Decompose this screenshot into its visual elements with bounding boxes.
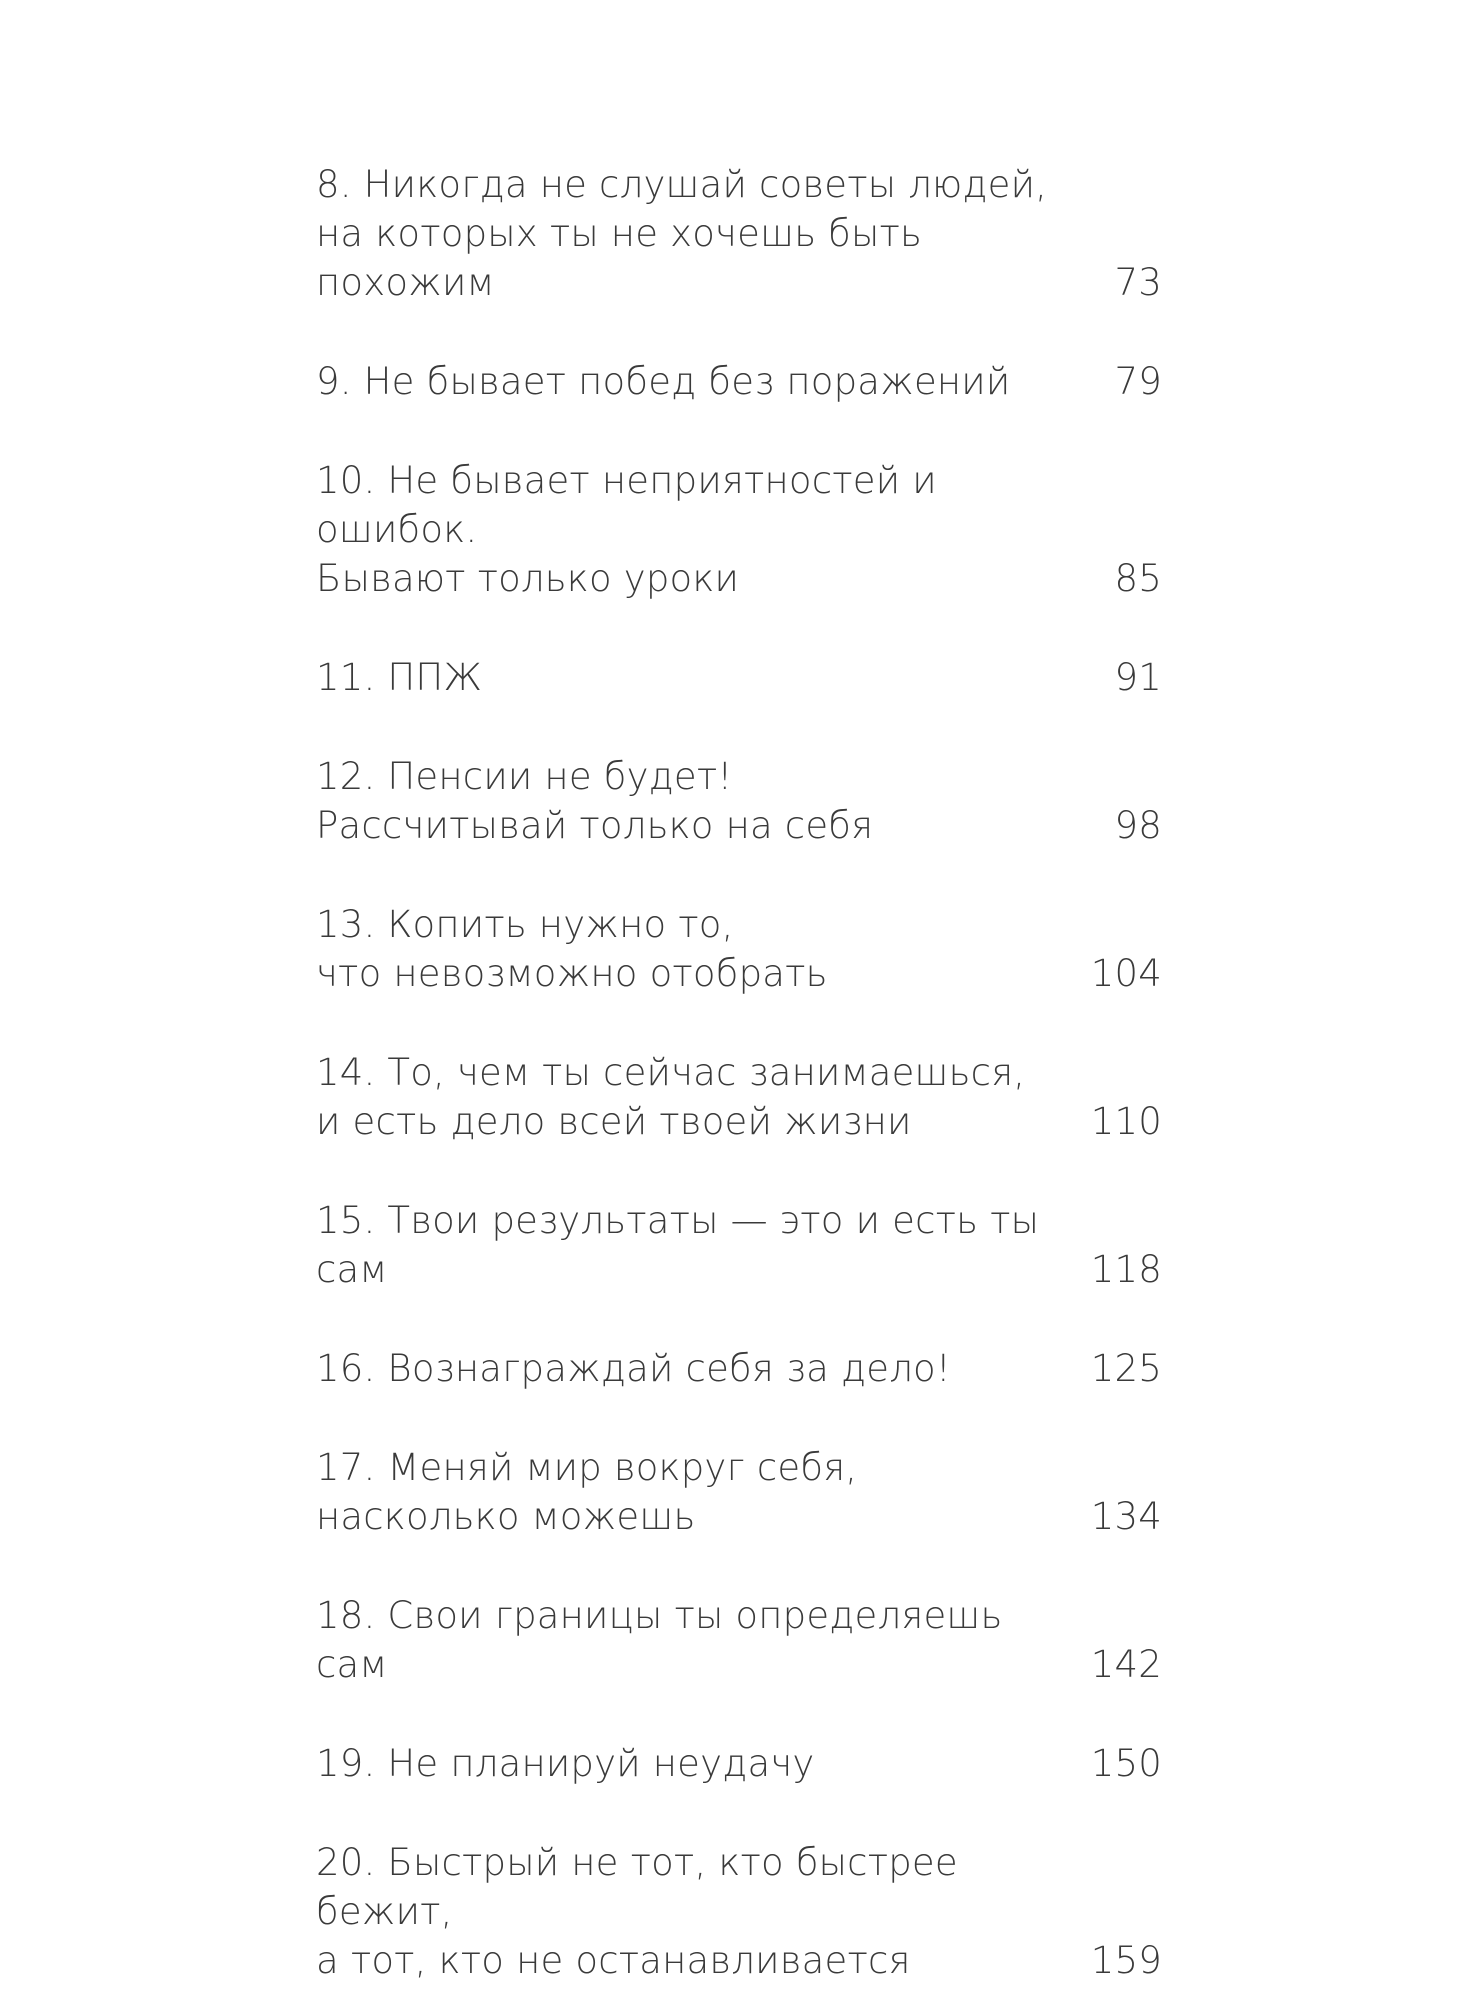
table-of-contents <box>316 160 1162 1985</box>
toc-entry-page-number: 118 <box>1090 1248 1162 1291</box>
toc-entry-title: 13. Копить нужно то, что невозможно отобрать <box>316 903 828 995</box>
toc-entry-17 <box>316 1443 1162 1541</box>
toc-entry-title: 16. Вознаграждай себя за дело! <box>316 1347 951 1390</box>
toc-entry-19 <box>316 1739 1162 1788</box>
toc-entry-page-number: 150 <box>1090 1742 1162 1785</box>
toc-entry-20 <box>316 1838 1162 1985</box>
toc-entry-title: 17. Меняй мир вокруг себя, насколько можешь <box>316 1446 858 1538</box>
toc-entry-title: 8. Никогда не слушай советы людей, на которых ты не хочешь быть похожим <box>316 163 1048 304</box>
toc-entry-page-number: 125 <box>1090 1347 1162 1390</box>
toc-entry-14 <box>316 1048 1162 1146</box>
toc-entry-8 <box>316 160 1162 307</box>
toc-entry-page-number: 85 <box>1114 557 1162 600</box>
toc-entry-page-number: 142 <box>1090 1643 1162 1686</box>
toc-entry-11 <box>316 653 1162 702</box>
toc-entry-page-number: 134 <box>1090 1495 1162 1538</box>
toc-entry-title: 15. Твои результаты — это и есть ты сам <box>316 1199 1040 1291</box>
toc-entry-12 <box>316 752 1162 850</box>
toc-entry-page-number: 91 <box>1114 656 1162 699</box>
toc-entry-title: 10. Не бывает неприятностей и ошибок. Бывают только уроки <box>316 459 937 600</box>
toc-entry-title: 12. Пенсии не будет! Рассчитывай только на себя <box>316 755 874 847</box>
toc-entry-10 <box>316 456 1162 603</box>
toc-entry-title: 18. Свои границы ты определяешь сам <box>316 1594 1003 1686</box>
toc-entry-18 <box>316 1591 1162 1689</box>
toc-entry-15 <box>316 1196 1162 1294</box>
toc-entry-page-number: 159 <box>1090 1939 1162 1982</box>
toc-entry-page-number: 98 <box>1114 804 1162 847</box>
toc-entry-page-number: 79 <box>1114 360 1162 403</box>
toc-entry-9 <box>316 357 1162 406</box>
toc-entry-title: 14. То, чем ты сейчас занимаешься, и есть дело всей твоей жизни <box>316 1051 1026 1143</box>
toc-entry-title: 20. Быстрый не тот, кто быстрее бежит, а тот, кто не останавливается <box>316 1841 958 1982</box>
toc-entry-title: 9. Не бывает побед без поражений <box>316 360 1011 403</box>
toc-entry-title: 19. Не планируй неудачу <box>316 1742 815 1785</box>
toc-entry-title: 11. ППЖ <box>316 656 483 699</box>
toc-entry-13 <box>316 900 1162 998</box>
toc-entry-page-number: 104 <box>1090 952 1162 995</box>
toc-entry-page-number: 110 <box>1090 1100 1162 1143</box>
toc-entry-16 <box>316 1344 1162 1393</box>
toc-entry-page-number: 73 <box>1114 261 1162 304</box>
